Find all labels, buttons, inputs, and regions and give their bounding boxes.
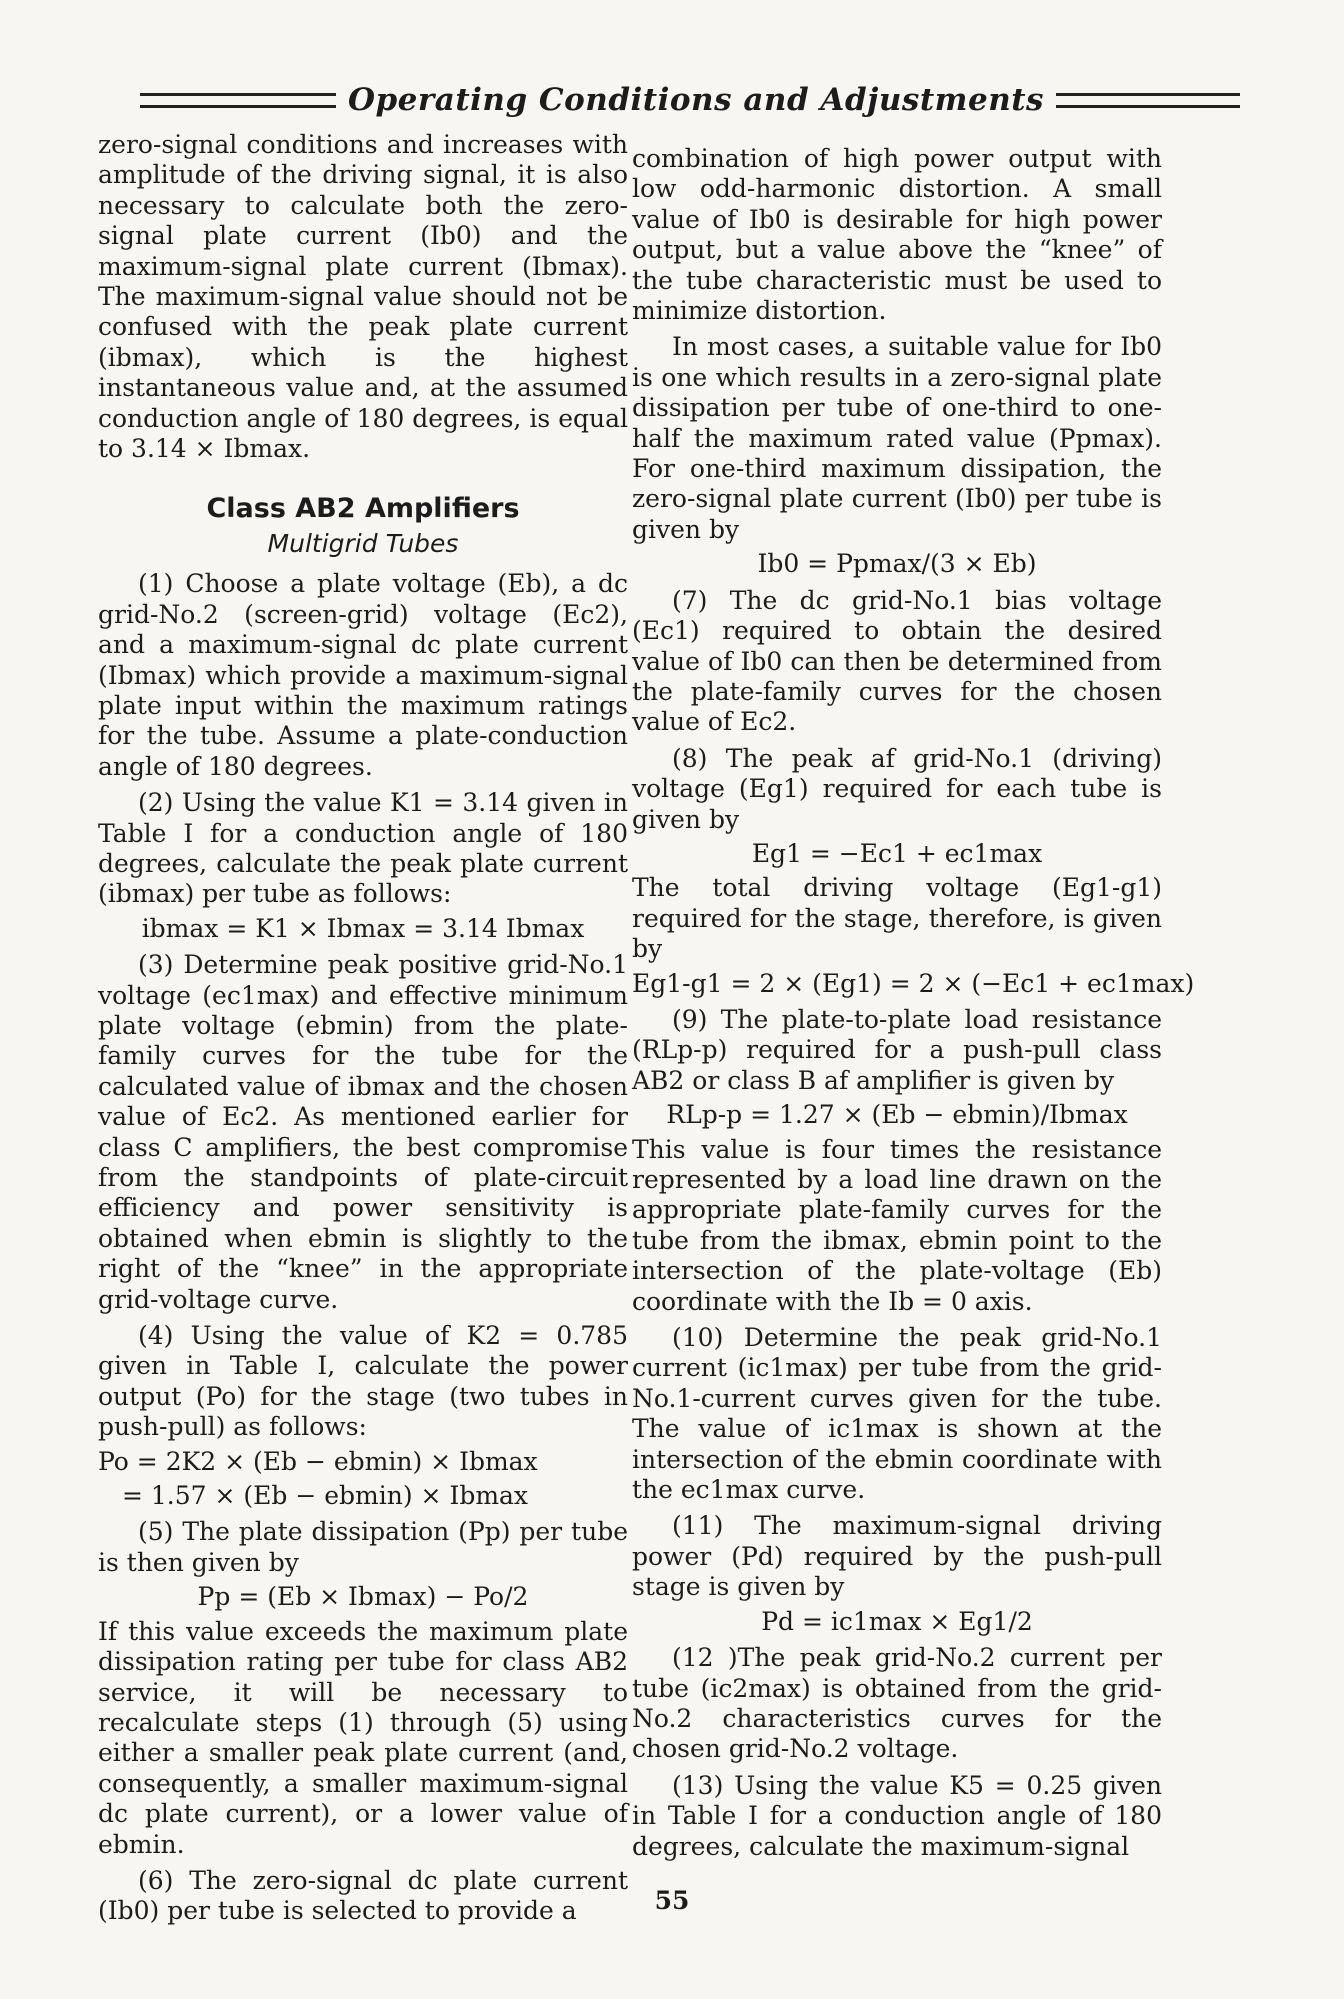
step-9-note: This value is four times the resistance represented by a load line drawn on the appropriate plate-family curves for the tube from the ibmax, ebmin point to the intersection of the plate-voltage (Eb) coordinate with the Ib = 0 axis. [632, 1134, 1162, 1316]
equation-power-output: Po = 2K2 × (Eb − ebmin) × Ibmax [98, 1446, 538, 1476]
step-8-note: The total driving voltage (Eg1-g1) required for the stage, therefore, is given by [632, 873, 1162, 964]
equation-plate-dissipation: Pp = (Eb × Ibmax) − Po/2 [197, 1582, 529, 1612]
equation-driving-power: Pd = ic1max × Eg1/2 [761, 1606, 1033, 1636]
step-2: (2) Using the value K1 = 3.14 given in Table I for a conduction angle of 180 degrees, calculate the peak plate current (ibmax) per tube as follows: [98, 788, 628, 909]
paragraph-intro: zero-signal conditions and increases with amplitude of the driving signal, it is also necessary to calculate both the zero-signal plate current (Ib0) and the maximum-signal plate current (Ibmax). The maximum-signal value should not be confused with the peak plate current (ibmax), which is the highest instantaneous value and, at the assumed conduction angle of 180 degrees, is equal to 3.14 × Ibmax. [98, 130, 628, 464]
step-10: (10) Determine the peak grid-No.1 current (ic1max) per tube from the grid-No.1-current curves given for the tube. The value of ic1max is shown at the intersection of the ebmin coordinate with the ec1max curve. [632, 1323, 1162, 1505]
step-4: (4) Using the value of K2 = 0.785 given in Table I, calculate the power output (Po) for the stage (two tubes in push-pull) as follows: [98, 1321, 628, 1442]
page-number: 55 [654, 1886, 690, 1915]
step-7: (7) The dc grid-No.1 bias voltage (Ec1) required to obtain the desired value of Ib0 can then be determined from the plate-family curves for the chosen value of Ec2. [632, 585, 1162, 737]
section-title: Class AB2 Amplifiers [206, 493, 520, 525]
step-1: (1) Choose a plate voltage (Eb), a dc grid-No.2 (screen-grid) voltage (Ec2), and a maximum-signal dc plate current (Ibmax) which provide a maximum-signal plate input within the maximum ratings for the tube. Assume a plate-conduction angle of 180 degrees. [98, 569, 628, 781]
header-rule-right [1056, 93, 1240, 108]
header-title: Operating Conditions and Adjustments [348, 82, 1045, 118]
equation-total-driving-voltage: Eg1-g1 = 2 × (Eg1) = 2 × (−Ec1 + ec1max) [632, 968, 1195, 998]
equation-peak-plate-current: ibmax = K1 × Ibmax = 3.14 Ibmax [141, 913, 585, 943]
equation-zero-signal-current: Ib0 = Ppmax/(3 × Eb) [757, 549, 1037, 579]
left-column [98, 130, 628, 1927]
right-column [632, 144, 1195, 1862]
step-5: (5) The plate dissipation (Pp) per tube is then given by [98, 1517, 628, 1577]
step-9: (9) The plate-to-plate load resistance (RLp-p) required for a push-pull class AB2 or class B af amplifier is given by [632, 1004, 1162, 1095]
section-subtitle: Multigrid Tubes [267, 528, 459, 558]
step-3: (3) Determine peak positive grid-No.1 voltage (ec1max) and effective minimum plate voltage (ebmin) from the plate-family curves for the tube for the calculated value of ibmax and the chosen value of Ec2. As mentioned earlier for class C amplifiers, the best compromise from the standpoints of plate-circuit efficiency and power sensitivity is obtained when ebmin is slightly to the right of the “knee” in the appropriate grid-voltage curve. [98, 950, 628, 1314]
step-12: (12 )The peak grid-No.2 current per tube (ic2max) is obtained from the grid-No.2 characteristics curves for the chosen grid-No.2 voltage. [632, 1643, 1162, 1764]
equation-driving-voltage: Eg1 = −Ec1 + ec1max [751, 838, 1043, 868]
step-6: (6) The zero-signal dc plate current (Ib0) per tube is selected to provide a [98, 1865, 628, 1926]
paragraph-continued: combination of high power output with low odd-harmonic distortion. A small value of Ib0 is desirable for high power output, but a value above the “knee” of the tube characteristic must be used to minimize distortion. [632, 144, 1162, 326]
step-13: (13) Using the value K5 = 0.25 given in Table I for a conduction angle of 180 degrees, calculate the maximum-signal [632, 1770, 1162, 1861]
step-5-note: If this value exceeds the maximum plate dissipation rating per tube for class AB2 service, it will be necessary to recalculate steps (1) through (5) using either a smaller peak plate current (and, consequently, a smaller maximum-signal dc plate current), or a lower value of ebmin. [98, 1616, 628, 1859]
step-11: (11) The maximum-signal driving power (Pd) required by the push-pull stage is given by [632, 1511, 1162, 1602]
equation-load-resistance: RLp-p = 1.27 × (Eb − ebmin)/Ibmax [666, 1100, 1128, 1130]
step-8: (8) The peak af grid-No.1 (driving) voltage (Eg1) required for each tube is given by [632, 743, 1162, 834]
header-rule-left [140, 93, 336, 108]
running-header [140, 72, 1240, 128]
step-6-continued: In most cases, a suitable value for Ib0 is one which results in a zero-signal plate dissipation per tube of one-third to one-half the maximum rated value (Ppmax). For one-third maximum dissipation, the zero-signal plate current (Ib0) per tube is given by [632, 332, 1162, 544]
equation-power-output-simplified: = 1.57 × (Eb − ebmin) × Ibmax [122, 1481, 529, 1511]
